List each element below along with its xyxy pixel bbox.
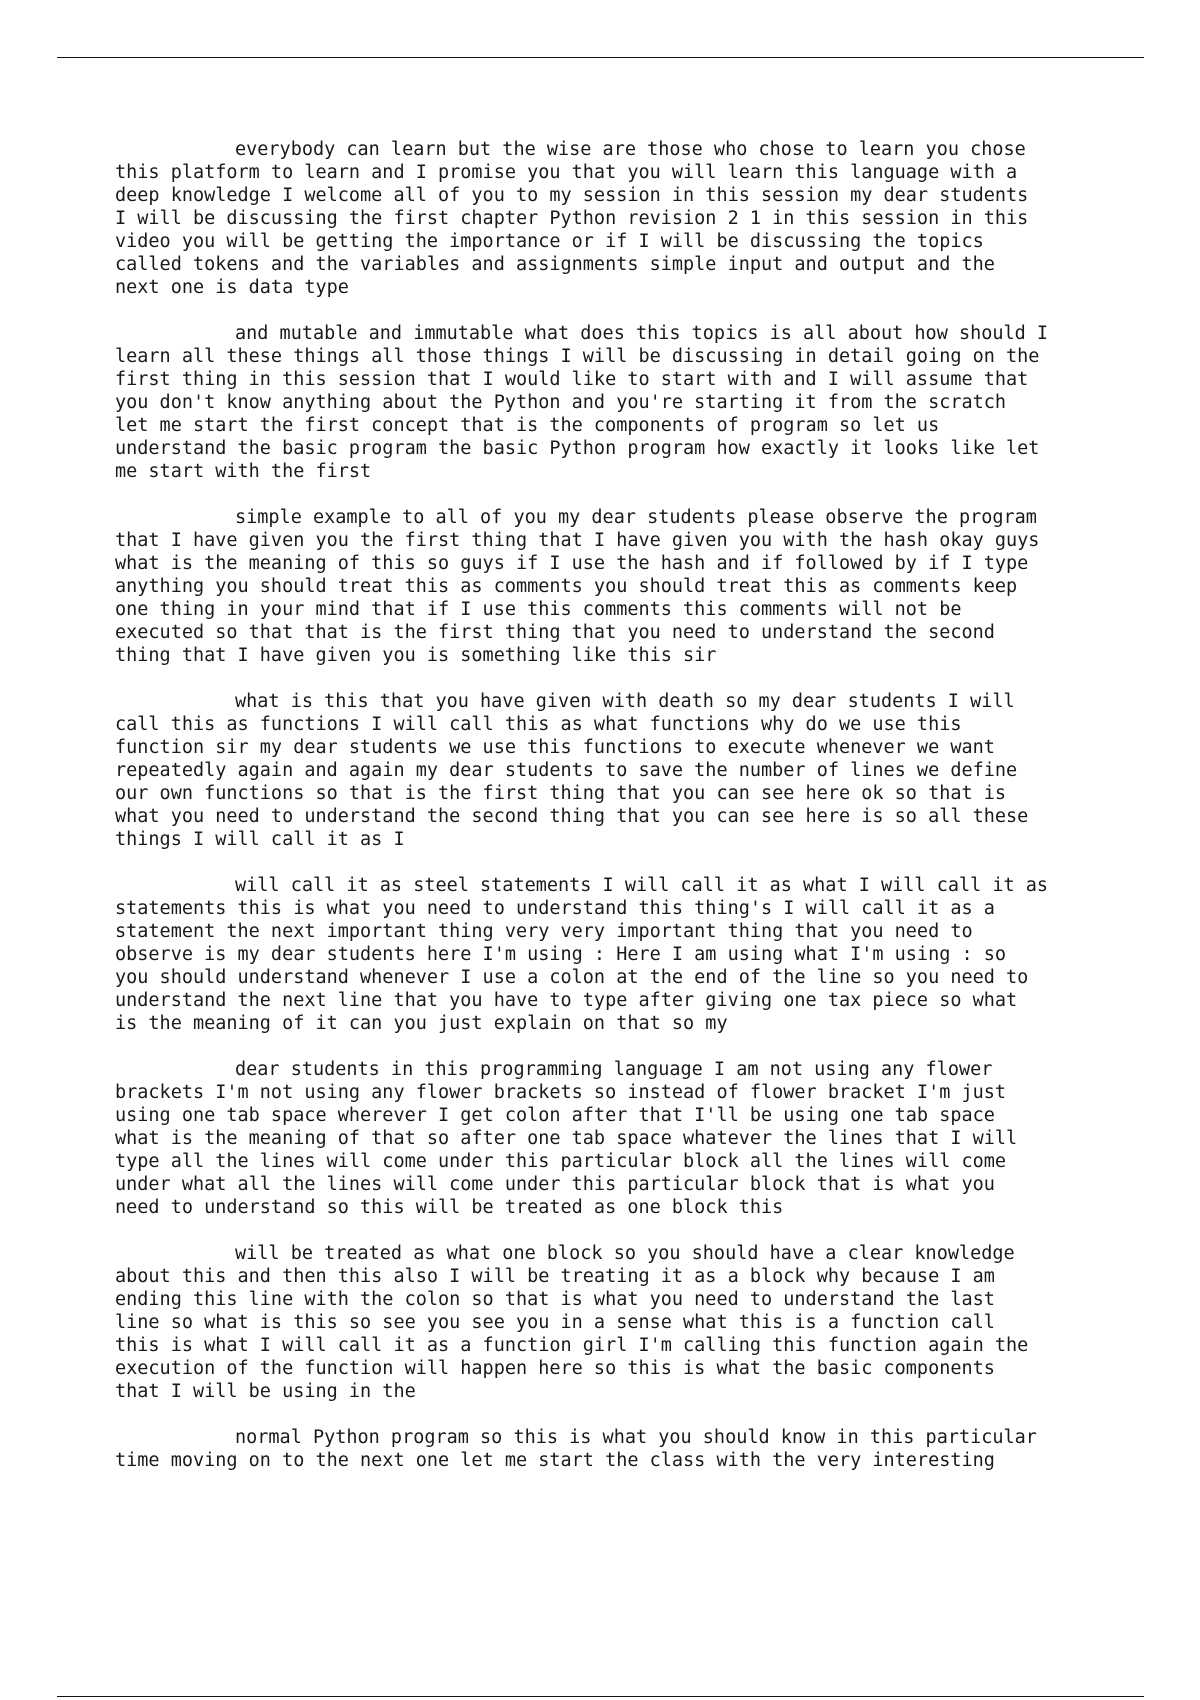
text-line [115,782,1150,805]
line-text: that I will be using in the [115,1381,416,1402]
line-text: dear students in this programming language I am not using any flower [235,1059,993,1080]
text-line [115,1449,1150,1472]
top-divider [57,57,1144,58]
text-line [115,276,1150,299]
line-text: repeatedly again and again my dear students to save the number of lines we define [115,760,1018,781]
text-line [115,644,1150,667]
line-text: function sir my dear students we use this functions to execute whenever we want [115,737,995,758]
paragraph [115,874,1150,1035]
paragraph [115,506,1150,667]
line-text: our own functions so that is the first thing that you can see here ok so that is [115,783,1007,804]
text-line [115,1150,1150,1173]
line-text: observe is my dear students here I'm using : Here I am using what I'm using : so [115,944,1007,965]
bottom-divider [57,1696,1144,1697]
line-text: called tokens and the variables and assignments simple input and output and the [115,254,995,275]
text-line [115,989,1150,1012]
text-line [115,552,1150,575]
text-line [115,138,1150,161]
text-line [115,1265,1150,1288]
line-text: will be treated as what one block so you should have a clear knowledge [235,1243,1015,1264]
text-line [115,184,1150,207]
text-line [115,598,1150,621]
line-text: next one is data type [115,277,349,298]
text-line [115,230,1150,253]
line-text: about this and then this also I will be treating it as a block why because I am [115,1266,995,1287]
text-line [115,828,1150,851]
text-line [115,1242,1150,1265]
paragraph [115,138,1150,299]
text-line [115,460,1150,483]
line-text: will call it as steel statements I will call it as what I will call it as [235,875,1049,896]
line-text: you don't know anything about the Python and you're starting it from the scratch [115,392,1007,413]
line-text: line so what is this so see you see you in a sense what this is a function call [115,1312,995,1333]
text-line [115,713,1150,736]
line-text: understand the basic program the basic Python program how exactly it looks like let [115,438,1040,459]
line-text: normal Python program so this is what you should know in this particular [235,1427,1037,1448]
text-line [115,161,1150,184]
line-text: ending this line with the colon so that is what you need to understand the last [115,1289,995,1310]
line-text: brackets I'm not using any flower brackets so instead of flower bracket I'm just [115,1082,1007,1103]
text-line [115,943,1150,966]
text-line [115,414,1150,437]
paragraph [115,1242,1150,1403]
paragraph [115,1058,1150,1219]
text-line [115,575,1150,598]
text-line [115,207,1150,230]
text-line [115,1334,1150,1357]
text-line [115,1173,1150,1196]
line-text: need to understand so this will be treated as one block this [115,1197,784,1218]
text-line [115,368,1150,391]
line-text: understand the next line that you have to type after giving one tax piece so what [115,990,1018,1011]
text-line [115,1357,1150,1380]
line-text: executed so that that is the first thing that you need to understand the second [115,622,995,643]
line-text: one thing in your mind that if I use this comments this comments will not be [115,599,962,620]
line-text: under what all the lines will come under this particular block that is what you [115,1174,995,1195]
text-line [115,1311,1150,1334]
text-line [115,759,1150,782]
line-text: that I have given you the first thing that I have given you with the hash okay guys [115,530,1040,551]
line-text: is the meaning of it can you just explain on that so my [115,1013,728,1034]
line-text: thing that I have given you is something like this sir [115,645,717,666]
line-text: you should understand whenever I use a colon at the end of the line so you need to [115,967,1029,988]
text-line [115,1288,1150,1311]
document-body [115,138,1150,1495]
text-line [115,805,1150,828]
line-text: what is this that you have given with death so my dear students I will [235,691,1015,712]
line-text: execution of the function will happen here so this is what the basic components [115,1358,995,1379]
line-text: first thing in this session that I would like to start with and I will assume that [115,369,1029,390]
text-line [115,506,1150,529]
line-text: me start with the first [115,461,372,482]
line-text: call this as functions I will call this as what functions why do we use this [115,714,962,735]
text-line [115,1012,1150,1035]
text-line [115,690,1150,713]
line-text: simple example to all of you my dear students please observe the program [235,507,1037,528]
text-line [115,322,1150,345]
line-text: statement the next important thing very very important thing that you need to [115,921,973,942]
paragraph [115,1426,1150,1472]
text-line [115,345,1150,368]
text-line [115,920,1150,943]
line-text: using one tab space wherever I get colon after that I'll be using one tab space [115,1105,995,1126]
text-line [115,736,1150,759]
text-line [115,1104,1150,1127]
line-text: let me start the first concept that is the components of program so let us [115,415,940,436]
text-line [115,897,1150,920]
paragraph [115,690,1150,851]
line-text: this platform to learn and I promise you that you will learn this language with a [115,162,1018,183]
line-text: what you need to understand the second thing that you can see here is so all these [115,806,1029,827]
text-line [115,529,1150,552]
line-text: this is what I will call it as a function girl I'm calling this function again the [115,1335,1029,1356]
line-text: type all the lines will come under this particular block all the lines will come [115,1151,1007,1172]
text-line [115,391,1150,414]
line-text: anything you should treat this as comments you should treat this as comments keep [115,576,1018,597]
text-line [115,253,1150,276]
text-line [115,874,1150,897]
text-line [115,1127,1150,1150]
line-text: statements this is what you need to understand this thing's I will call it as a [115,898,995,919]
text-line [115,621,1150,644]
line-text: learn all these things all those things I will be discussing in detail going on the [115,346,1040,367]
line-text: and mutable and immutable what does this topics is all about how should I [235,323,1049,344]
line-text: deep knowledge I welcome all of you to my session in this session my dear students [115,185,1029,206]
text-line [115,437,1150,460]
text-line [115,1380,1150,1403]
text-line [115,966,1150,989]
text-line [115,1196,1150,1219]
line-text: what is the meaning of this so guys if I use the hash and if followed by if I type [115,553,1029,574]
paragraph [115,322,1150,483]
line-text: things I will call it as I [115,829,405,850]
line-text: time moving on to the next one let me start the class with the very interesting [115,1450,995,1471]
line-text: everybody can learn but the wise are those who chose to learn you chose [235,139,1026,160]
text-line [115,1058,1150,1081]
line-text: I will be discussing the first chapter Python revision 2 1 in this session in this [115,208,1029,229]
line-text: video you will be getting the importance or if I will be discussing the topics [115,231,984,252]
text-line [115,1426,1150,1449]
line-text: what is the meaning of that so after one tab space whatever the lines that I will [115,1128,1018,1149]
text-line [115,1081,1150,1104]
